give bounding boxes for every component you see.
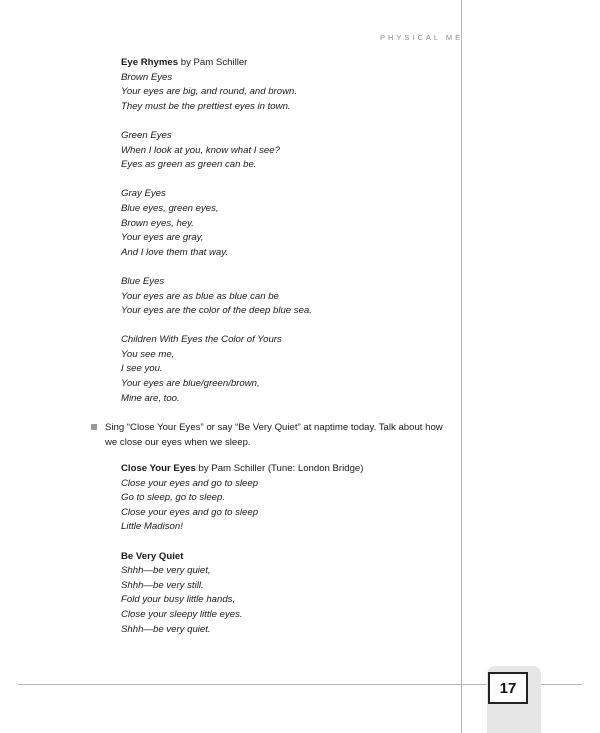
stanza-line: Blue eyes, green eyes, [121, 202, 219, 214]
stanza-line: You see me, [121, 348, 175, 360]
close-your-eyes-heading [121, 462, 451, 477]
stanza-line: Your eyes are as blue as blue can be [121, 290, 279, 302]
song-line: Shhh—be very still. [121, 579, 204, 591]
song-line: Shhh—be very quiet. [121, 623, 211, 635]
page-number: 17 [488, 672, 528, 704]
bullet-paragraph [105, 421, 450, 450]
vertical-rule [461, 0, 462, 733]
song-line: Close your eyes and go to sleep [121, 506, 259, 518]
song-line: Little Madison! [121, 521, 183, 533]
stanza-title: Green Eyes [121, 129, 172, 141]
song-line: Close your eyes and go to sleep [121, 477, 259, 489]
stanza-title: Blue Eyes [121, 275, 165, 287]
stanza-line: Your eyes are blue/green/brown, [121, 378, 260, 390]
stanza-line: They must be the prettiest eyes in town. [121, 100, 291, 112]
songs-section [121, 462, 451, 637]
song-line: Close your sleepy little eyes. [121, 608, 243, 620]
close-your-eyes-byline: by Pam Schiller (Tune: London Bridge) [195, 463, 364, 474]
running-head: PHYSICAL ME [380, 33, 464, 42]
eye-rhymes-section [121, 56, 451, 406]
be-very-quiet-title: Be Very Quiet [121, 550, 184, 562]
stanza-line: Your eyes are big, and round, and brown. [121, 86, 298, 98]
song-line: Shhh—be very quiet, [121, 565, 211, 577]
stanza-line: When I look at you, know what I see? [121, 144, 280, 156]
stanza-title: Children With Eyes the Color of Yours [121, 334, 282, 346]
bullet-line: we close our eyes when we sleep. [105, 436, 251, 448]
song-line: Go to sleep, go to sleep. [121, 492, 225, 504]
bullet-square-icon [91, 424, 97, 430]
song-line: Fold your busy little hands, [121, 594, 236, 606]
close-your-eyes-title: Close Your Eyes [121, 463, 196, 474]
eye-rhymes-title: Eye Rhymes [121, 57, 179, 68]
stanza-line: Your eyes are the color of the deep blue sea. [121, 305, 312, 317]
stanza-line: Mine are, too. [121, 392, 180, 404]
eye-rhymes-byline: by Pam Schiller [178, 57, 248, 68]
stanza-line: Brown eyes, hey. [121, 217, 194, 229]
stanza-line: Your eyes are gray, [121, 232, 204, 244]
eye-rhymes-heading [121, 56, 451, 71]
bullet-line: Sing “Close Your Eyes” or say “Be Very Quiet” at naptime today. Talk about how [105, 422, 443, 433]
stanza-title: Brown Eyes [121, 71, 173, 83]
stanza-line: I see you. [121, 363, 163, 375]
stanza-line: And I love them that way. [121, 246, 229, 258]
stanza-title: Gray Eyes [121, 188, 166, 200]
stanza-line: Eyes as green as green can be. [121, 159, 257, 171]
